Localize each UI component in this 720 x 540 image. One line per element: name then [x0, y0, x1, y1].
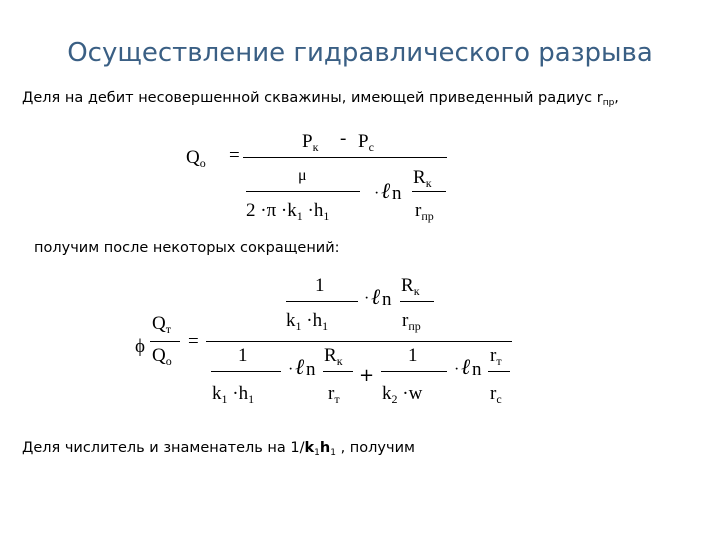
f2-num-rk: $R_к$ — [401, 275, 420, 298]
f2-qt: $Q_т$ — [152, 313, 171, 336]
f2-num-frac-bar — [286, 301, 358, 302]
f2-plus: + — [359, 365, 375, 386]
f1-ell: ℓ — [381, 178, 391, 203]
f1-minus: - — [340, 128, 347, 149]
f1-n: n — [392, 183, 402, 204]
f2-den1-one: 1 — [238, 345, 248, 366]
f2-den1-n: n — [306, 359, 316, 380]
f2-den2-n: n — [472, 359, 482, 380]
f2-den2-dot: · — [454, 361, 460, 378]
f2-den2-ratio-bar — [488, 371, 510, 372]
intro-line — [22, 90, 619, 106]
f2-den2-kw: $k_2 \cdot w$ — [382, 383, 423, 406]
closing-line: Деля числитель и знаменатель на $1/k_1h_1$ , получим — [22, 440, 415, 458]
f2-den1-ratio-bar — [323, 371, 353, 372]
f2-q-bar — [150, 341, 180, 342]
f2-qo: $Q_о$ — [152, 345, 172, 368]
f2-den2-one: 1 — [408, 345, 418, 366]
f1-inner-bar — [246, 191, 360, 192]
f1-eq: = — [229, 145, 240, 166]
f1-pc: $P_с$ — [358, 131, 374, 154]
f2-den2-frac-bar — [381, 371, 447, 372]
f2-num-n: n — [382, 289, 392, 310]
f2-num-one: 1 — [315, 275, 325, 296]
f2-den2-ell: ℓ — [461, 354, 471, 379]
f2-eq-1: = — [188, 331, 199, 352]
f1-rpr: $r_{пр}$ — [415, 200, 434, 223]
f2-den1-dot: · — [288, 361, 294, 378]
f2-num-rpr: $r_{пр}$ — [402, 310, 421, 333]
f2-num-kh: $k_1 \cdot h_1$ — [286, 310, 329, 333]
f1-main-bar — [243, 157, 447, 158]
f2-den1-frac-bar — [211, 371, 281, 372]
f2-den1-kh: $k_1 \cdot h_1$ — [212, 383, 255, 406]
f1-rk: $R_к$ — [413, 167, 432, 190]
f1-mu: μ — [298, 167, 307, 184]
f2-num-ell: ℓ — [371, 284, 381, 309]
intro-sub: пр — [602, 98, 615, 108]
f2-main-bar — [206, 341, 512, 342]
f1-dot: · — [374, 185, 380, 202]
f1-ratio-bar — [412, 191, 446, 192]
f2-den1-rk: $R_к$ — [324, 345, 343, 368]
f2-den1-ell: ℓ — [295, 354, 305, 379]
f2-phi: ϕ — [135, 336, 146, 357]
f1-denominator: $2 \cdot\pi \cdot k_1 \cdot h_1$ — [246, 200, 330, 223]
f1-pk: $P_к$ — [302, 131, 319, 154]
intro-tail: , — [614, 90, 619, 106]
f2-num-ratio-bar — [400, 301, 434, 302]
f1-lhs: $Q_о$ — [186, 147, 206, 170]
f2-den2-rc: $r_с$ — [490, 383, 502, 406]
slide-title: Осуществление гидравлического разрыва — [67, 38, 653, 68]
f2-num-dot: · — [364, 290, 370, 307]
f2-den1-rt: $r_т$ — [328, 383, 340, 406]
intro-text: Деля на дебит несовершенной скважины, имеющей приведенный радиус r — [22, 90, 603, 106]
middle-line: получим после некоторых сокращений: — [34, 240, 340, 256]
f2-den2-rt: $r_т$ — [490, 345, 502, 368]
